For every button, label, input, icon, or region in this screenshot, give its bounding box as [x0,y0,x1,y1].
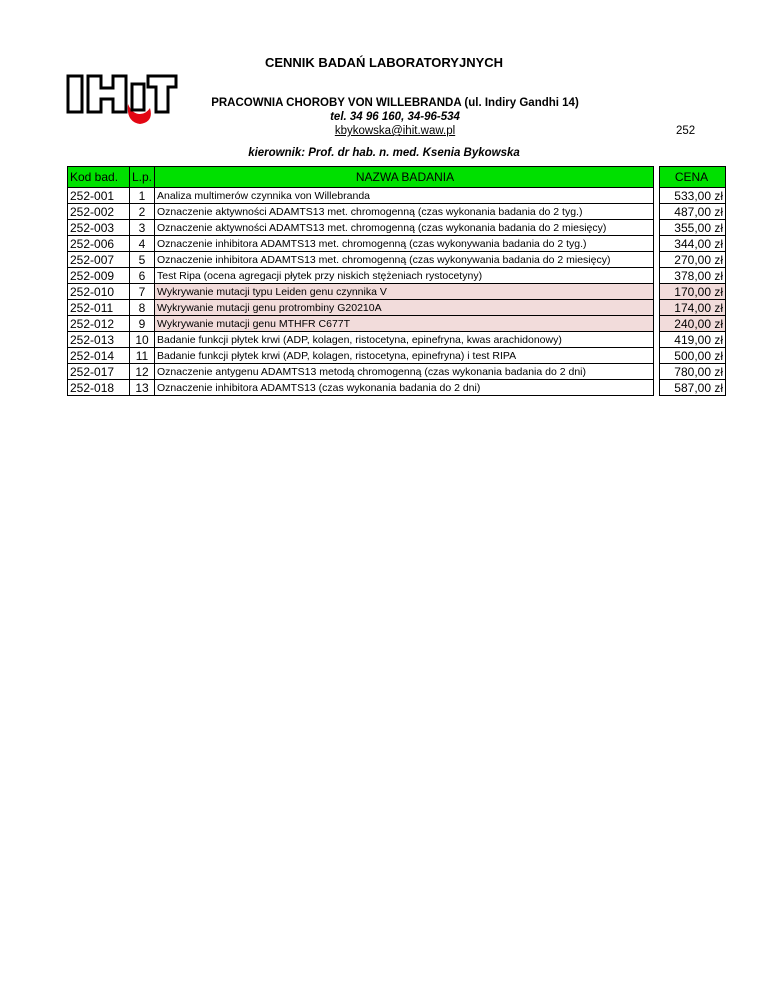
table-row [68,300,726,316]
price-table [67,166,726,396]
test-price: 419,00 zł [660,332,726,348]
test-price: 587,00 zł [660,380,726,396]
test-name: Oznaczenie antygenu ADAMTS13 metodą chromogenną (czas wykonania badania do 2 dni) [155,364,654,380]
test-price: 240,00 zł [660,316,726,332]
row-number: 3 [130,220,155,236]
row-number: 7 [130,284,155,300]
row-number: 2 [130,204,155,220]
table-row [68,284,726,300]
test-price: 170,00 zł [660,284,726,300]
test-code: 252-012 [68,316,130,332]
test-code: 252-002 [68,204,130,220]
test-name: Test Ripa (ocena agregacji płytek przy niskich stężeniach rystocetyny) [155,268,654,284]
page-number: 252 [676,125,696,137]
test-name: Oznaczenie aktywności ADAMTS13 met. chromogenną (czas wykonania badania do 2 tyg.) [155,204,654,220]
column-header-code: Kod bad. [68,167,130,188]
test-code: 252-007 [68,252,130,268]
table-row [68,268,726,284]
table-row [68,348,726,364]
test-code: 252-013 [68,332,130,348]
test-name: Oznaczenie inhibitora ADAMTS13 (czas wykonania badania do 2 dni) [155,380,654,396]
test-code: 252-003 [68,220,130,236]
document-title: CENNIK BADAŃ LABORATORYJNYCH [264,55,504,70]
table-row [68,220,726,236]
row-number: 6 [130,268,155,284]
test-name: Oznaczenie aktywności ADAMTS13 met. chromogenną (czas wykonania badania do 2 miesięcy) [155,220,654,236]
table-row [68,380,726,396]
lab-email-link[interactable]: kbykowska@ihit.waw.pl [334,125,456,137]
test-name: Analiza multimerów czynnika von Willebranda [155,188,654,204]
test-name: Badanie funkcji płytek krwi (ADP, kolagen, ristocetyna, epinefryna, kwas arachidonowy) [155,332,654,348]
test-price: 344,00 zł [660,236,726,252]
row-number: 9 [130,316,155,332]
test-price: 780,00 zł [660,364,726,380]
row-number: 8 [130,300,155,316]
test-code: 252-014 [68,348,130,364]
table-header-row [68,167,726,188]
test-code: 252-010 [68,284,130,300]
row-number: 11 [130,348,155,364]
head-of-lab: kierownik: Prof. dr hab. n. med. Ksenia Bykowska [248,147,520,159]
test-code: 252-011 [68,300,130,316]
test-name: Wykrywanie mutacji genu MTHFR C677T [155,316,654,332]
table-row [68,236,726,252]
column-header-price: CENA [660,167,726,188]
test-code: 252-006 [68,236,130,252]
test-name: Wykrywanie mutacji genu protrombiny G20210A [155,300,654,316]
test-name: Badanie funkcji płytek krwi (ADP, kolagen, ristocetyna, epinefryna) i test RIPA [155,348,654,364]
row-number: 5 [130,252,155,268]
table-row [68,316,726,332]
column-header-name: NAZWA BADANIA [155,167,654,188]
table-row [68,364,726,380]
test-name: Wykrywanie mutacji typu Leiden genu czynnika V [155,284,654,300]
test-price: 174,00 zł [660,300,726,316]
test-price: 500,00 zł [660,348,726,364]
table-row [68,188,726,204]
row-number: 1 [130,188,155,204]
test-code: 252-009 [68,268,130,284]
row-number: 4 [130,236,155,252]
table-row [68,332,726,348]
row-number: 10 [130,332,155,348]
test-price: 355,00 zł [660,220,726,236]
test-code: 252-018 [68,380,130,396]
table-row [68,204,726,220]
test-price: 270,00 zł [660,252,726,268]
test-price: 378,00 zł [660,268,726,284]
ihit-logo-graphic [66,74,178,126]
test-name: Oznaczenie inhibitora ADAMTS13 met. chromogenną (czas wykonywania badania do 2 tyg.) [155,236,654,252]
table-row [68,252,726,268]
test-price: 533,00 zł [660,188,726,204]
test-price: 487,00 zł [660,204,726,220]
column-header-lp: L.p. [130,167,155,188]
row-number: 12 [130,364,155,380]
test-code: 252-001 [68,188,130,204]
row-number: 13 [130,380,155,396]
lab-telephone: tel. 34 96 160, 34-96-534 [330,111,460,123]
test-code: 252-017 [68,364,130,380]
test-name: Oznaczenie inhibitora ADAMTS13 met. chromogenną (czas wykonywania badania do 2 miesięcy) [155,252,654,268]
ihit-logo [66,74,178,126]
lab-name: PRACOWNIA CHOROBY VON WILLEBRANDA (ul. Indiry Gandhi 14) [211,97,579,109]
